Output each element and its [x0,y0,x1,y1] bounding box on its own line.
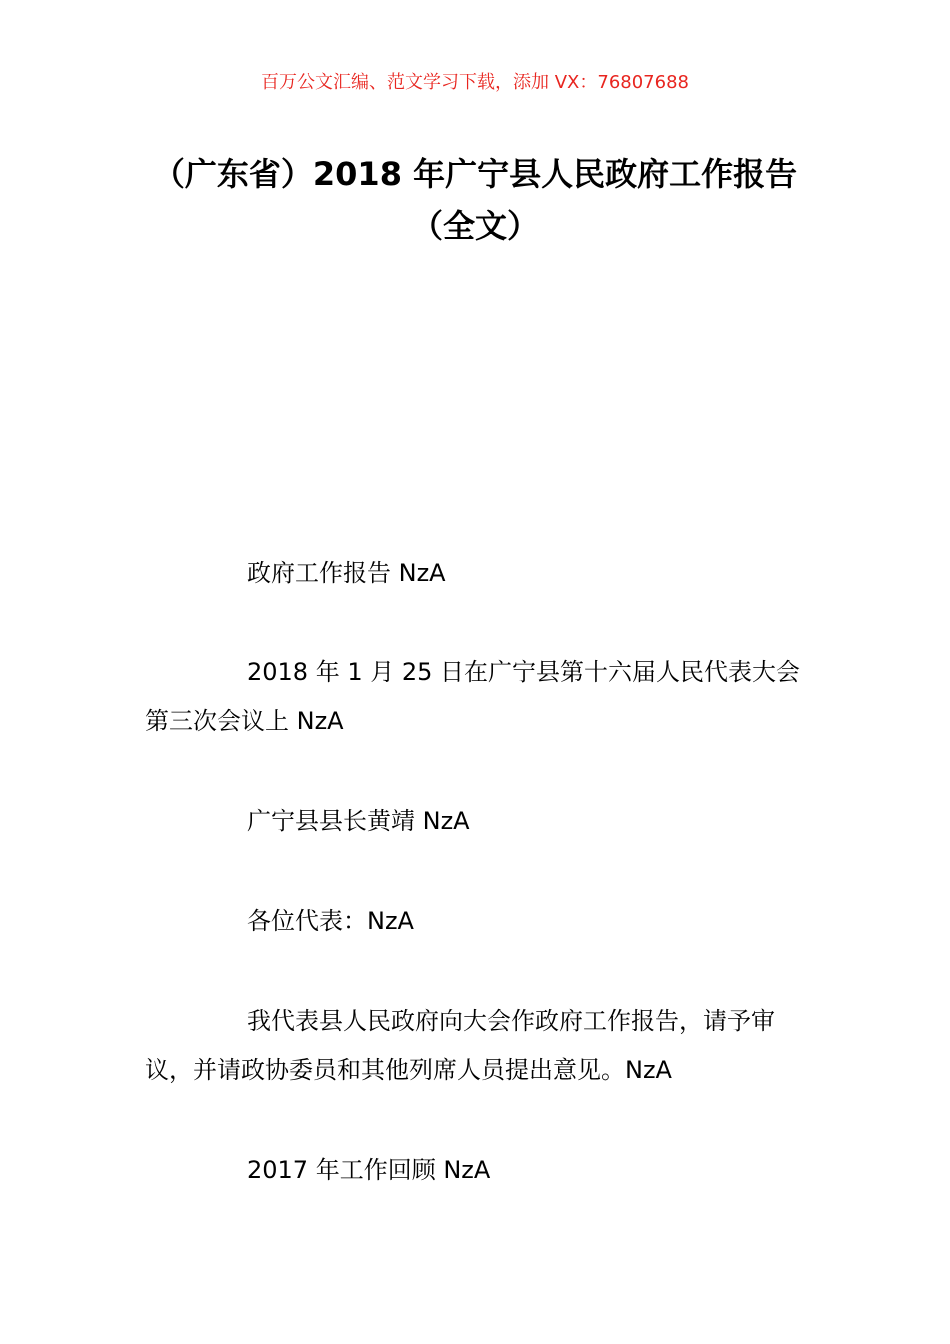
paragraph-section-heading: 2017 年工作回顾 NzA [247,1156,491,1184]
paragraph-introduction: 我代表县人民政府向大会作政府工作报告，请予审议，并请政协委员和其他列席人员提出意见。NzA [145,1007,775,1084]
header-promo-note: 百万公文汇编、范文学习下载，添加 VX：76807688 [261,72,689,93]
paragraph-speaker: 广宁县县长黄靖 NzA [247,807,470,835]
paragraph-meeting-date: 2018 年 1 月 25 日在广宁县第十六届人民代表大会第三次会议上 NzA [145,658,801,735]
document-title: （广东省）2018 年广宁县人民政府工作报告（全文） [152,155,798,245]
paragraph-report-heading: 政府工作报告 NzA [247,559,446,587]
paragraph-salutation: 各位代表：NzA [247,907,414,935]
